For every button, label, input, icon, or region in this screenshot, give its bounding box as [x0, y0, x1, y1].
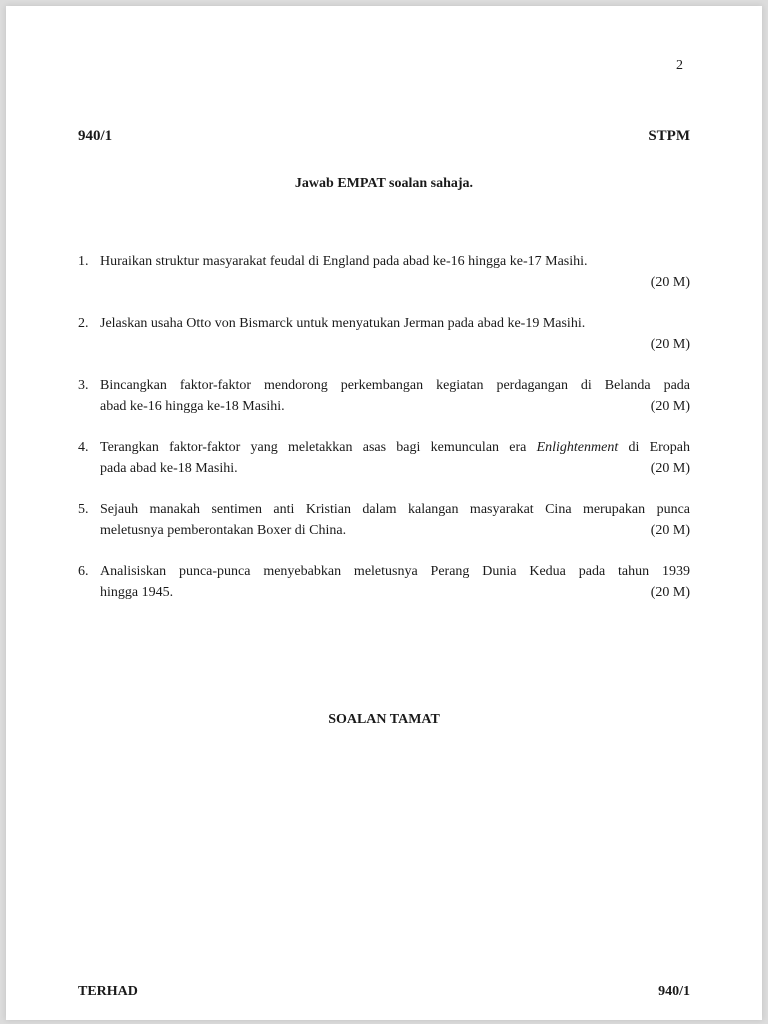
question-text-line-2: abad ke-16 hingga ke-18 Masihi.: [100, 398, 285, 414]
footer-paper-code: 940/1: [658, 984, 690, 999]
question-4: [78, 438, 690, 479]
question-marks: (20 M): [650, 398, 690, 414]
question-text: Jelaskan usaha Otto von Bismarck untuk menyatukan Jerman pada abad ke-19 Masihi.: [100, 316, 586, 331]
page-number: 2: [676, 58, 683, 73]
question-text-line-2: hingga 1945.: [100, 584, 174, 600]
question-text-before: Terangkan faktor-faktor yang meletakkan asas bagi kemunculan era: [100, 440, 537, 455]
question-number: 6.: [78, 564, 89, 579]
question-text-emphasis: Enlightenment: [536, 440, 619, 455]
question-2: [78, 314, 690, 355]
question-text-after: di Eropah: [618, 440, 690, 455]
question-6: [78, 562, 690, 603]
question-3: [78, 376, 690, 417]
question-text-line-1: Sejauh manakah sentimen anti Kristian dalam kalangan masyarakat Cina merupakan punca: [100, 502, 690, 517]
exam-name: STPM: [648, 128, 690, 144]
paper-code: 940/1: [78, 128, 113, 144]
question-text: Huraikan struktur masyarakat feudal di England pada abad ke-16 hingga ke-17 Masihi.: [100, 254, 588, 269]
question-text-line-1: Bincangkan faktor-faktor mendorong perkembangan kegiatan perdagangan di Belanda pada: [100, 378, 690, 393]
question-5: [78, 500, 690, 541]
question-marks: (20 M): [650, 584, 690, 600]
question-marks: (20 M): [650, 460, 690, 476]
question-marks: (20 M): [650, 274, 690, 290]
question-number: 5.: [78, 502, 89, 517]
exam-page: [6, 6, 762, 1020]
question-number: 4.: [78, 440, 89, 455]
footer-classification: TERHAD: [78, 984, 138, 999]
question-last-line: [100, 397, 690, 418]
end-of-questions: SOALAN TAMAT: [328, 712, 440, 727]
question-text-line-2: meletusnya pemberontakan Boxer di China.: [100, 522, 347, 538]
question-text-line-1: Analisiskan punca-punca menyebabkan meletusnya Perang Dunia Kedua pada tahun 1939: [100, 564, 690, 579]
question-number: 2.: [78, 316, 89, 331]
question-last-line: [100, 521, 690, 542]
question-marks: (20 M): [650, 522, 690, 538]
question-text-line-1: [100, 438, 690, 459]
instruction-text: Jawab EMPAT soalan sahaja.: [294, 176, 474, 191]
question-last-line: [100, 459, 690, 480]
question-marks: (20 M): [650, 336, 690, 352]
question-last-line: [100, 583, 690, 604]
question-1: [78, 252, 690, 293]
question-number: 3.: [78, 378, 89, 393]
question-list: [78, 252, 690, 624]
question-number: 1.: [78, 254, 89, 269]
question-text-line-2: pada abad ke-18 Masihi.: [100, 460, 238, 476]
